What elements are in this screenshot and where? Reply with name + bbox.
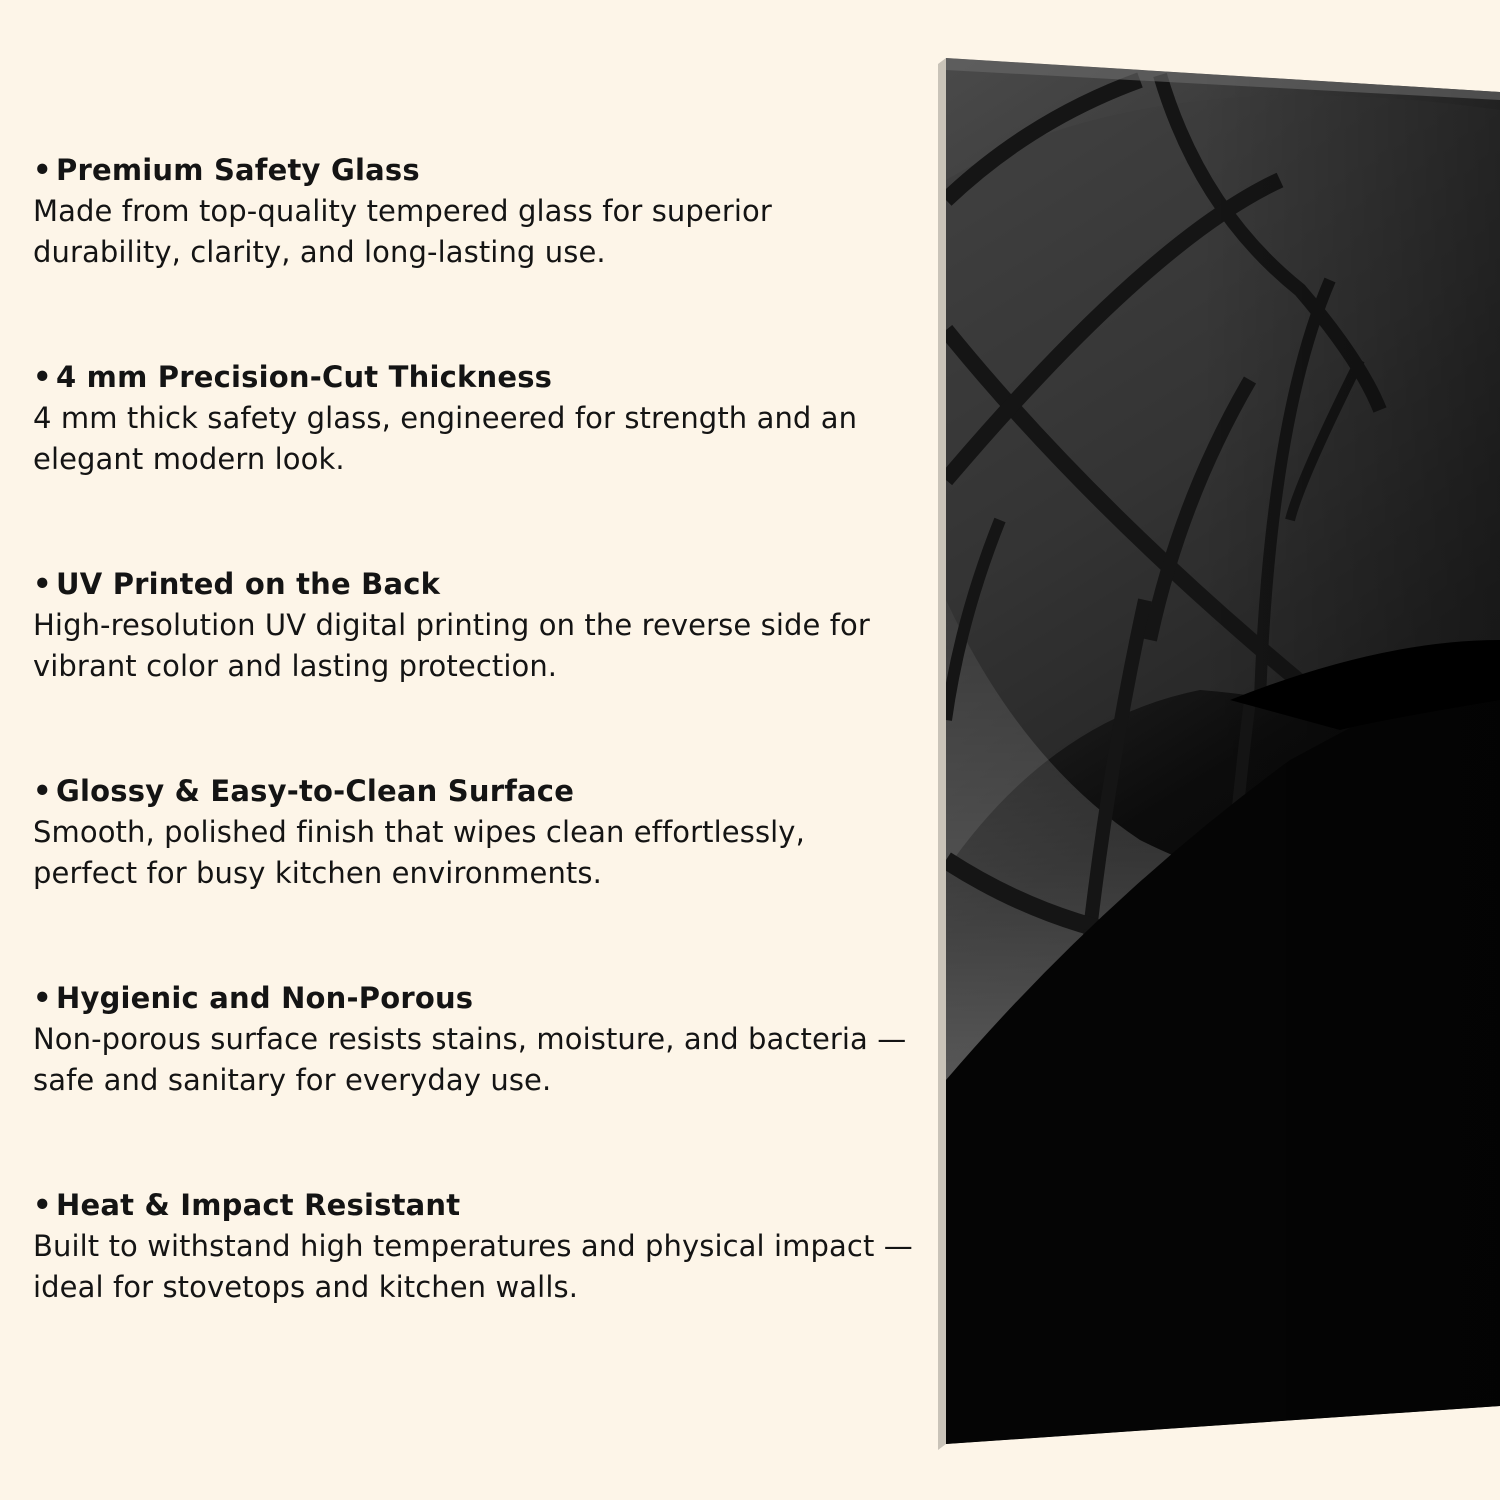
feature-title [33,357,923,398]
feature-description: 4 mm thick safety glass, engineered for strength and an elegant modern look. [33,401,858,476]
feature-item-uv-printed [33,564,923,771]
bullet-icon: • [33,360,52,394]
feature-title [33,564,923,605]
bullet-icon: • [33,567,52,601]
bullet-icon: • [33,981,52,1015]
feature-description: Smooth, polished finish that wipes clean effortlessly, perfect for busy kitchen environments. [33,815,805,890]
feature-description: Built to withstand high temperatures and physical impact — ideal for stovetops and kitchen walls. [33,1229,913,1304]
feature-title-text: Premium Safety Glass [56,153,420,187]
bullet-icon: • [33,1188,52,1222]
feature-title [33,150,923,191]
feature-description: Made from top-quality tempered glass for superior durability, clarity, and long-lasting use. [33,194,772,269]
feature-title [33,1185,923,1226]
feature-item-glossy-surface [33,771,923,978]
glass-edge [938,58,946,1450]
feature-description: Non-porous surface resists stains, moisture, and bacteria — safe and sanitary for everyday use. [33,1022,907,1097]
feature-list [33,150,923,1392]
bullet-icon: • [33,774,52,808]
feature-item-thickness [33,357,923,564]
feature-title-text: UV Printed on the Back [56,567,441,601]
feature-item-heat-impact [33,1185,923,1392]
feature-title-text: Heat & Impact Resistant [56,1188,461,1222]
feature-title-text: Hygienic and Non-Porous [56,981,474,1015]
feature-title-text: 4 mm Precision-Cut Thickness [56,360,553,394]
feature-description: High-resolution UV digital printing on the reverse side for vibrant color and lasting protection. [33,608,870,683]
feature-item-safety-glass [33,150,923,357]
bullet-icon: • [33,153,52,187]
feature-title [33,978,923,1019]
feature-item-hygienic [33,978,923,1185]
glass-surface [946,58,1500,1444]
feature-title [33,771,923,812]
feature-title-text: Glossy & Easy-to-Clean Surface [56,774,575,808]
